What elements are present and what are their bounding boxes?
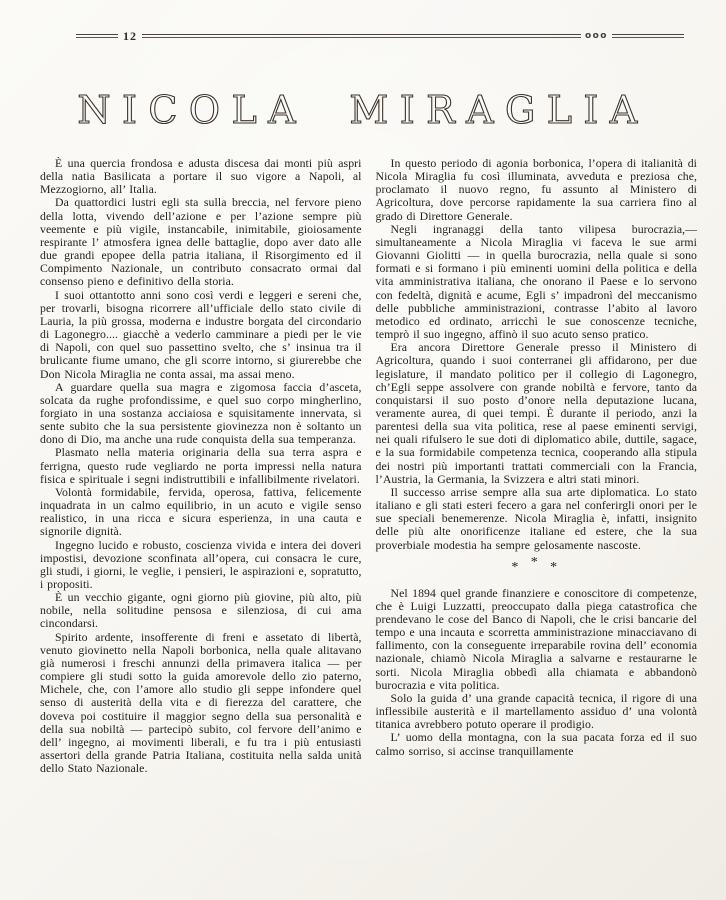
asterism-star-middle: * [530,554,542,570]
paragraph-right-6: Solo la guida d’ una grande capacità tecnica, il rigore di una inflessibile austerità e il martellamento assiduo d’ una volontà titanica avrebbero potuto operare il prodigio. [375,690,697,732]
paragraph-left-8: È un vecchio gigante, ogni giorno più giovine, più alto, più nobile, nella solitudine pensosa e silenziosa, di cui ama cincondarsi. [40,590,362,631]
page-title: NICOLA MIRAGLIA [77,88,649,132]
paragraph-left-4: A guardare quella sua magra e zigomosa faccia d’asceta, solcata da rughe profondissime, e quel suo corpo mingherlino, forgiato in una sostanza acciaiosa e squisitamente innervata, si sente subito che la sua persistente giovinezza non è soltanto un dono di Dio, ma anche una rude conquista della sua temperanza. [40,379,362,447]
running-head [76,30,684,42]
paragraph-right-7: L’ uomo della montagna, con la sua pacata forza ed il suo calmo sorriso, si accinse tranquillamente [375,730,697,758]
header-ornament: ooo [584,30,608,41]
paragraph-left-1: È una quercia frondosa e adusta discesa dai monti più aspri della natia Basilicata a portare il suo vigore a Napoli, al Mezzogiorno, all’ Italia. [40,156,362,197]
paragraph-right-4: Il successo arrise sempre alla sua arte diplomatica. Lo stato italiano e gli stati esteri fecero a gara nel conferirgli onori per le sue speciali benemerenze. Nicola Miraglia è, infatti, insignito delle più alte onorificenze italiane ed estere, che la sua proverbiale modestia ha sempre gelosamente nascoste. [375,484,697,552]
paragraph-right-2: Negli ingranaggi della tanto vilipesa burocrazia,— simultaneamente a Nicola Miraglia vi faceva le sue armi Giovanni Giolitti — in quella burocrazia, nella quale si sono formati e si formano i più eminenti uomini della politica e della vita amministrativa italiana, che onorano il Paese e lo servono con fedeltà, dignità e acume, Egli s’ impadronì del meccanismo delle pubbliche amministrazioni, contrasse l’abito al lavoro metodico ed ordinato, arricchì le sue conoscenze tecniche, temprò il suo ingegno, affinò il suo acuto senso pratico. [375,221,697,342]
header-rule-middle [142,34,581,38]
asterism-star-left: * [511,559,523,575]
two-column-text [40,157,697,775]
right-column [376,157,698,775]
asterism-star-right: * [550,559,562,575]
paragraph-left-2: Da quattordici lustri egli sta sulla breccia, nel fervore pieno della lotta, vivendo dell’azione e per l’azione sempre più veemente e più vigile, instancabile, inimitabile, gioiosamente respirante l’ atmosfera ignea delle battaglie, dopo aver dato alle due grandi epopee della patria italiana, il Risorgimento ed il Compimento Nazionale, un contributo consacrato ormai dal consenso pieno e definitivo della storia. [40,195,362,289]
left-column [40,157,362,775]
asterism-divider [376,554,698,579]
paragraph-left-5: Plasmato nella materia originaria della sua terra aspra e ferrigna, questo rude vegliardo ne porta impressi nella natura fisica e spirituale i segni indistruttibili e infallibilmente rivelatori. [40,445,362,486]
header-rule-right [612,34,684,38]
paragraph-left-7: Ingegno lucido e robusto, coscienza vivida e intera dei doveri impostisi, devozione sconfinata all’opera, cui consacra le cure, gli studi, i giorni, le veglie, i pensieri, le aspirazioni e, sopratutto, i propositi. [40,537,362,591]
page-number: 12 [123,28,137,43]
paragraph-right-3: Era ancora Direttore Generale presso il Ministero di Agricoltura, quando i suoi conterranei gli affidarono, per due legislature, il mandato politico per il collegio di Lagonegro, ch’Egli seppe assolvere con grande nobiltà e fervore, tanto da conquistarsi il suo posto d’onore nella deputazione lucana, veramente aurea, di quei tempi. È durante il periodo, anzi la parentesi della sua vita politica, rese al paese eminenti servigi, nei quali rifulsero le sue doti di diplomatico abile, duttile, sagace, e la sua formidabile competenza tecnica, cooperando alla stipula dei nostri più importanti trattati commerciali con la Francia, l’Austria, la Germania, la Svizzera e altri stati minori. [375,340,697,486]
paragraph-left-3: I suoi ottantotto anni sono così verdi e leggeri e sereni che, per trovarli, bisogna ricorrere all’ufficiale dello stato civile di Lauria, la più grossa, moderna e industre borgata del circondario di Lagonegro.... giacchè a vederlo camminare a piedi per le vie di Napoli, con quel suo passettino svelto, che s’ insinua tra il brulicante fiume umano, che gli scorre intorno, si giurerebbe che Don Nicola Miraglia ne conta assai, ma assai meno. [40,287,362,381]
paragraph-right-1: In questo periodo di agonia borbonica, l’opera di italianità di Nicola Miraglia fu così illuminata, avveduta e preziosa che, proclamato il nuovo regno, fu assunto al Ministero di Agricoltura, dove percorse rapidamente la sua carriera fino al grado di Direttore Generale. [375,156,697,223]
paragraph-right-5: Nel 1894 quel grande finanziere e conoscitore di competenze, che è Luigi Luzzatti, preoccupato dalla piega catastrofica che prendevano le cose del Banco di Napoli, che le crisi bancarie del tempo e una incauta e scorretta amministrazione minacciavano di fallimento, con la conseguente irreparabile rovina dell’ economia nazionale, chiamò Nicola Miraglia a salvarne e restaurarne le sorti. Nicola Miraglia obbedì alla chiamata e abbandonò burocrazia e vita politica. [375,585,697,692]
paragraph-left-9: Spirito ardente, insofferente di freni e assetato di libertà, venuto giovinetto nella Napoli borbonica, nella quale alitavano già numerosi i freschi annunzi della primavera italica — per compiere gli studi sotto la guida amorevole dello zio paterno, Michele, che, con l’amore allo studio gli seppe infondere quel senso di austerità della vita e di fierezza del carattere, che doveva poi costituire il maggior segno della sua personalità e della sua nobiltà — partecipò subito, col fervore dell’animo e dell’ ingegno, ai movimenti liberali, e fu tra i più entusiasti assertori della grande Patria Italiana, costituita nella salda unità dello Stato Nazionale. [40,629,362,776]
paragraph-left-6: Volontà formidabile, fervida, operosa, fattiva, felicemente inquadrata in un calmo equilibrio, in un acuto e vigile senso realistico, in una ricca e sicura esperienza, in una cauta e signorile dignità. [40,484,362,539]
header-rule-left [76,34,118,38]
